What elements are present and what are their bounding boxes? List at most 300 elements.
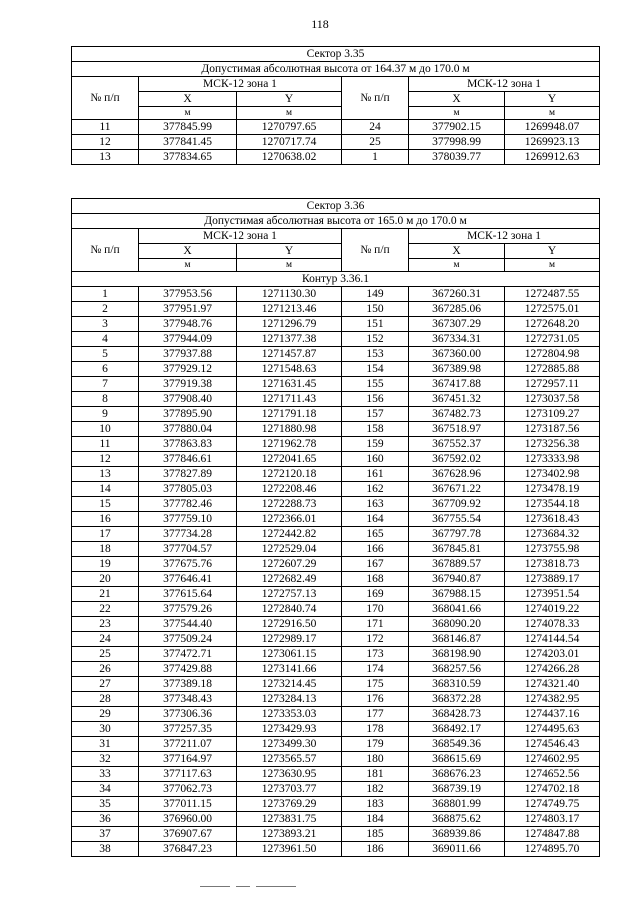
x-value-left: 377734.28 — [139, 527, 237, 542]
table-row — [72, 135, 600, 150]
table-row — [72, 797, 600, 812]
table-row — [72, 572, 600, 587]
point-number-left: 9 — [72, 407, 139, 422]
x-value-right: 368615.69 — [409, 752, 505, 767]
x-value-right: 377902.15 — [409, 120, 505, 135]
x-value-left: 377429.88 — [139, 662, 237, 677]
x-value-right: 368801.99 — [409, 797, 505, 812]
point-number-left: 2 — [72, 302, 139, 317]
y-value-right: 1274019.22 — [505, 602, 600, 617]
sector-3-36-table — [71, 198, 600, 857]
table-row — [72, 497, 600, 512]
y-value-right: 1274602.95 — [505, 752, 600, 767]
y-header-left: Y — [237, 244, 342, 259]
x-value-left: 377880.04 — [139, 422, 237, 437]
y-unit-right: м — [505, 259, 600, 272]
y-unit-left: м — [237, 107, 342, 120]
y-value-right: 1274803.17 — [505, 812, 600, 827]
table-row — [72, 617, 600, 632]
x-value-left: 377011.15 — [139, 797, 237, 812]
point-number-right: 170 — [342, 602, 409, 617]
point-number-right: 183 — [342, 797, 409, 812]
y-value-right: 1269912.63 — [505, 150, 600, 165]
y-value-right: 1273818.73 — [505, 557, 600, 572]
x-value-left: 377306.36 — [139, 707, 237, 722]
x-value-left: 377937.88 — [139, 347, 237, 362]
point-number-left: 6 — [72, 362, 139, 377]
y-value-right: 1273333.98 — [505, 452, 600, 467]
y-value-left: 1272989.17 — [237, 632, 342, 647]
point-number-right: 182 — [342, 782, 409, 797]
x-value-right: 367592.02 — [409, 452, 505, 467]
point-number-left: 20 — [72, 572, 139, 587]
y-value-left: 1272916.50 — [237, 617, 342, 632]
table-row — [72, 542, 600, 557]
x-unit-right: м — [409, 259, 505, 272]
zone-header-left: МСК-12 зона 1 — [139, 229, 342, 244]
x-value-right: 377998.99 — [409, 135, 505, 150]
x-value-left: 377929.12 — [139, 362, 237, 377]
table-row — [72, 120, 600, 135]
point-number-left: 30 — [72, 722, 139, 737]
y-value-left: 1273353.03 — [237, 707, 342, 722]
y-value-right: 1274203.01 — [505, 647, 600, 662]
x-value-left: 377805.03 — [139, 482, 237, 497]
y-value-right: 1274749.75 — [505, 797, 600, 812]
x-value-right: 368146.87 — [409, 632, 505, 647]
x-value-left: 377953.56 — [139, 287, 237, 302]
point-number-left: 26 — [72, 662, 139, 677]
y-value-left: 1272840.74 — [237, 602, 342, 617]
y-value-left: 1271130.30 — [237, 287, 342, 302]
x-value-left: 377908.40 — [139, 392, 237, 407]
x-value-right: 369011.66 — [409, 842, 505, 857]
y-unit-right: м — [505, 107, 600, 120]
y-value-left: 1272041.65 — [237, 452, 342, 467]
x-value-left: 377348.43 — [139, 692, 237, 707]
table-row — [72, 707, 600, 722]
sector-title: Сектор 3.35 — [72, 47, 600, 62]
table-row — [72, 422, 600, 437]
y-value-left: 1272607.29 — [237, 557, 342, 572]
y-value-right: 1272957.11 — [505, 377, 600, 392]
x-value-left: 377895.90 — [139, 407, 237, 422]
x-value-right: 367285.06 — [409, 302, 505, 317]
x-value-right: 368939.86 — [409, 827, 505, 842]
x-unit-left: м — [139, 107, 237, 120]
x-value-right: 367334.31 — [409, 332, 505, 347]
y-value-right: 1273684.32 — [505, 527, 600, 542]
x-value-right: 368549.36 — [409, 737, 505, 752]
point-number-left: 18 — [72, 542, 139, 557]
x-value-right: 367797.78 — [409, 527, 505, 542]
table-row — [72, 827, 600, 842]
x-value-right: 367360.00 — [409, 347, 505, 362]
table-row — [72, 722, 600, 737]
x-value-left: 377919.38 — [139, 377, 237, 392]
table-row — [72, 557, 600, 572]
y-value-right: 1273187.56 — [505, 422, 600, 437]
x-value-left: 377544.40 — [139, 617, 237, 632]
y-value-right: 1272885.88 — [505, 362, 600, 377]
x-value-left: 377615.64 — [139, 587, 237, 602]
point-number-left: 37 — [72, 827, 139, 842]
table-row — [72, 632, 600, 647]
point-number-left: 24 — [72, 632, 139, 647]
point-number-left: 8 — [72, 392, 139, 407]
x-unit-right: м — [409, 107, 505, 120]
x-value-left: 377944.09 — [139, 332, 237, 347]
y-value-left: 1273630.95 — [237, 767, 342, 782]
table-row — [72, 467, 600, 482]
y-value-left: 1270717.74 — [237, 135, 342, 150]
x-value-left: 377951.97 — [139, 302, 237, 317]
y-value-right: 1274702.18 — [505, 782, 600, 797]
table-row — [72, 602, 600, 617]
y-value-left: 1271213.46 — [237, 302, 342, 317]
point-number-left: 3 — [72, 317, 139, 332]
x-header-right: X — [409, 92, 505, 107]
x-value-left: 376907.67 — [139, 827, 237, 842]
x-value-left: 377062.73 — [139, 782, 237, 797]
point-number-left: 4 — [72, 332, 139, 347]
y-value-left: 1273893.21 — [237, 827, 342, 842]
point-number-right: 172 — [342, 632, 409, 647]
point-number-left: 28 — [72, 692, 139, 707]
table-row — [72, 287, 600, 302]
x-value-left: 377509.24 — [139, 632, 237, 647]
y-value-right: 1273037.58 — [505, 392, 600, 407]
y-value-right: 1274382.95 — [505, 692, 600, 707]
point-number-left: 33 — [72, 767, 139, 782]
y-value-left: 1273284.13 — [237, 692, 342, 707]
point-number-right: 177 — [342, 707, 409, 722]
y-value-right: 1274847.88 — [505, 827, 600, 842]
point-number-right: 181 — [342, 767, 409, 782]
point-number-left: 29 — [72, 707, 139, 722]
point-number-right: 161 — [342, 467, 409, 482]
x-value-right: 368372.28 — [409, 692, 505, 707]
y-value-left: 1272120.18 — [237, 467, 342, 482]
y-value-right: 1273402.98 — [505, 467, 600, 482]
table-row — [72, 512, 600, 527]
x-value-left: 377211.07 — [139, 737, 237, 752]
point-number-left: 5 — [72, 347, 139, 362]
point-number-right: 174 — [342, 662, 409, 677]
point-number-right: 162 — [342, 482, 409, 497]
y-value-right: 1272804.98 — [505, 347, 600, 362]
y-value-left: 1273769.29 — [237, 797, 342, 812]
point-number-right: 178 — [342, 722, 409, 737]
y-value-right: 1272731.05 — [505, 332, 600, 347]
table-row — [72, 482, 600, 497]
point-number-right: 171 — [342, 617, 409, 632]
y-header-right: Y — [505, 244, 600, 259]
x-value-left: 377579.26 — [139, 602, 237, 617]
y-header-right: Y — [505, 92, 600, 107]
point-number-left: 22 — [72, 602, 139, 617]
table-row — [72, 842, 600, 857]
contour-label: Контур 3.36.1 — [72, 272, 600, 287]
num-header-left: № п/п — [72, 77, 139, 120]
point-number-right: 176 — [342, 692, 409, 707]
y-value-left: 1273703.77 — [237, 782, 342, 797]
y-value-right: 1273256.38 — [505, 437, 600, 452]
point-number-right: 149 — [342, 287, 409, 302]
y-header-left: Y — [237, 92, 342, 107]
x-header-left: X — [139, 92, 237, 107]
table-row — [72, 737, 600, 752]
point-number-right: 175 — [342, 677, 409, 692]
y-value-right: 1274652.56 — [505, 767, 600, 782]
x-value-right: 368739.19 — [409, 782, 505, 797]
x-value-right: 368090.20 — [409, 617, 505, 632]
y-value-right: 1274078.33 — [505, 617, 600, 632]
point-number-left: 27 — [72, 677, 139, 692]
x-value-right: 367451.32 — [409, 392, 505, 407]
scan-artifact — [200, 886, 480, 888]
table-row — [72, 752, 600, 767]
num-header-right: № п/п — [342, 229, 409, 272]
y-value-left: 1273961.50 — [237, 842, 342, 857]
x-value-right: 368676.23 — [409, 767, 505, 782]
table-row — [72, 332, 600, 347]
point-number-left: 19 — [72, 557, 139, 572]
x-value-right: 368257.56 — [409, 662, 505, 677]
x-value-right: 368310.59 — [409, 677, 505, 692]
x-value-right: 367552.37 — [409, 437, 505, 452]
table-row — [72, 662, 600, 677]
point-number-left: 32 — [72, 752, 139, 767]
point-number-left: 31 — [72, 737, 139, 752]
x-value-right: 367671.22 — [409, 482, 505, 497]
y-value-right: 1274321.40 — [505, 677, 600, 692]
y-value-left: 1273214.45 — [237, 677, 342, 692]
point-number-right: 163 — [342, 497, 409, 512]
y-value-left: 1273141.66 — [237, 662, 342, 677]
y-value-right: 1273109.27 — [505, 407, 600, 422]
num-header-right: № п/п — [342, 77, 409, 120]
point-number-right: 159 — [342, 437, 409, 452]
point-number-right: 158 — [342, 422, 409, 437]
point-number-left: 21 — [72, 587, 139, 602]
y-value-right: 1273951.54 — [505, 587, 600, 602]
x-value-left: 377948.76 — [139, 317, 237, 332]
y-value-left: 1273831.75 — [237, 812, 342, 827]
x-value-left: 377863.83 — [139, 437, 237, 452]
table-row — [72, 647, 600, 662]
x-value-left: 377117.63 — [139, 767, 237, 782]
y-value-right: 1274495.63 — [505, 722, 600, 737]
zone-header-left: МСК-12 зона 1 — [139, 77, 342, 92]
point-number-left: 34 — [72, 782, 139, 797]
y-value-left: 1273061.15 — [237, 647, 342, 662]
y-value-right: 1274546.43 — [505, 737, 600, 752]
point-number-left: 14 — [72, 482, 139, 497]
table-row — [72, 812, 600, 827]
y-value-left: 1273499.30 — [237, 737, 342, 752]
x-value-right: 367417.88 — [409, 377, 505, 392]
y-value-right: 1273544.18 — [505, 497, 600, 512]
point-number-right: 24 — [342, 120, 409, 135]
x-value-right: 367628.96 — [409, 467, 505, 482]
x-header-left: X — [139, 244, 237, 259]
y-value-right: 1274266.28 — [505, 662, 600, 677]
x-value-right: 367518.97 — [409, 422, 505, 437]
point-number-right: 167 — [342, 557, 409, 572]
page-number: 118 — [311, 17, 329, 31]
y-value-right: 1272648.20 — [505, 317, 600, 332]
y-value-left: 1270797.65 — [237, 120, 342, 135]
point-number-left: 10 — [72, 422, 139, 437]
x-value-right: 378039.77 — [409, 150, 505, 165]
table-row — [72, 767, 600, 782]
point-number-left: 35 — [72, 797, 139, 812]
point-number-right: 169 — [342, 587, 409, 602]
x-unit-left: м — [139, 259, 237, 272]
point-number-left: 11 — [72, 120, 139, 135]
point-number-left: 12 — [72, 452, 139, 467]
point-number-right: 165 — [342, 527, 409, 542]
y-value-left: 1272442.82 — [237, 527, 342, 542]
x-value-left: 376960.00 — [139, 812, 237, 827]
y-value-left: 1272757.13 — [237, 587, 342, 602]
point-number-right: 185 — [342, 827, 409, 842]
table-row — [72, 392, 600, 407]
zone-header-right: МСК-12 зона 1 — [409, 77, 600, 92]
y-value-left: 1273429.93 — [237, 722, 342, 737]
y-value-left: 1270638.02 — [237, 150, 342, 165]
y-value-left: 1273565.57 — [237, 752, 342, 767]
sector-title: Сектор 3.36 — [72, 199, 600, 214]
table-row — [72, 407, 600, 422]
table-row — [72, 587, 600, 602]
point-number-left: 12 — [72, 135, 139, 150]
point-number-right: 160 — [342, 452, 409, 467]
table-row — [72, 692, 600, 707]
point-number-right: 155 — [342, 377, 409, 392]
x-value-left: 377846.61 — [139, 452, 237, 467]
x-value-right: 368041.66 — [409, 602, 505, 617]
height-note: Допустимая абсолютная высота от 165.0 м до 170.0 м — [72, 214, 600, 229]
point-number-left: 15 — [72, 497, 139, 512]
table-row — [72, 317, 600, 332]
y-value-left: 1271296.79 — [237, 317, 342, 332]
x-value-right: 368198.90 — [409, 647, 505, 662]
y-value-right: 1273618.43 — [505, 512, 600, 527]
table-row — [72, 150, 600, 165]
point-number-right: 151 — [342, 317, 409, 332]
y-value-right: 1269923.13 — [505, 135, 600, 150]
y-value-left: 1272288.73 — [237, 497, 342, 512]
y-value-left: 1272208.46 — [237, 482, 342, 497]
x-header-right: X — [409, 244, 505, 259]
y-value-left: 1271880.98 — [237, 422, 342, 437]
y-value-right: 1274144.54 — [505, 632, 600, 647]
x-value-right: 367988.15 — [409, 587, 505, 602]
point-number-left: 13 — [72, 467, 139, 482]
point-number-left: 25 — [72, 647, 139, 662]
point-number-right: 157 — [342, 407, 409, 422]
point-number-right: 164 — [342, 512, 409, 527]
table-row — [72, 782, 600, 797]
point-number-right: 156 — [342, 392, 409, 407]
height-note: Допустимая абсолютная высота от 164.37 м до 170.0 м — [72, 62, 600, 77]
y-value-left: 1271631.45 — [237, 377, 342, 392]
point-number-right: 1 — [342, 150, 409, 165]
x-value-right: 367709.92 — [409, 497, 505, 512]
y-value-right: 1272487.55 — [505, 287, 600, 302]
x-value-left: 377164.97 — [139, 752, 237, 767]
point-number-left: 16 — [72, 512, 139, 527]
x-value-right: 367482.73 — [409, 407, 505, 422]
y-value-left: 1272529.04 — [237, 542, 342, 557]
x-value-left: 377257.35 — [139, 722, 237, 737]
x-value-right: 368428.73 — [409, 707, 505, 722]
x-value-left: 377704.57 — [139, 542, 237, 557]
y-value-right: 1274895.70 — [505, 842, 600, 857]
table-row — [72, 527, 600, 542]
zone-header-right: МСК-12 зона 1 — [409, 229, 600, 244]
x-value-left: 376847.23 — [139, 842, 237, 857]
x-value-right: 367260.31 — [409, 287, 505, 302]
point-number-left: 1 — [72, 287, 139, 302]
y-value-right: 1272575.01 — [505, 302, 600, 317]
x-value-right: 367755.54 — [409, 512, 505, 527]
x-value-right: 368875.62 — [409, 812, 505, 827]
y-value-right: 1273889.17 — [505, 572, 600, 587]
point-number-right: 184 — [342, 812, 409, 827]
x-value-right: 367389.98 — [409, 362, 505, 377]
table-row — [72, 437, 600, 452]
point-number-right: 168 — [342, 572, 409, 587]
point-number-left: 17 — [72, 527, 139, 542]
point-number-right: 153 — [342, 347, 409, 362]
y-value-left: 1271457.87 — [237, 347, 342, 362]
x-value-right: 367307.29 — [409, 317, 505, 332]
table-row — [72, 677, 600, 692]
point-number-right: 154 — [342, 362, 409, 377]
x-value-left: 377389.18 — [139, 677, 237, 692]
x-value-right: 367889.57 — [409, 557, 505, 572]
x-value-left: 377646.41 — [139, 572, 237, 587]
table-row — [72, 377, 600, 392]
x-value-left: 377675.76 — [139, 557, 237, 572]
x-value-left: 377759.10 — [139, 512, 237, 527]
x-value-left: 377827.89 — [139, 467, 237, 482]
point-number-right: 166 — [342, 542, 409, 557]
sector-3-35-table — [71, 46, 600, 165]
point-number-left: 36 — [72, 812, 139, 827]
y-value-left: 1271791.18 — [237, 407, 342, 422]
x-value-left: 377472.71 — [139, 647, 237, 662]
table-row — [72, 362, 600, 377]
x-value-left: 377841.45 — [139, 135, 237, 150]
y-value-left: 1271962.78 — [237, 437, 342, 452]
point-number-left: 38 — [72, 842, 139, 857]
point-number-right: 179 — [342, 737, 409, 752]
x-value-left: 377834.65 — [139, 150, 237, 165]
y-value-left: 1272366.01 — [237, 512, 342, 527]
point-number-right: 173 — [342, 647, 409, 662]
point-number-left: 23 — [72, 617, 139, 632]
y-value-right: 1269948.07 — [505, 120, 600, 135]
y-value-left: 1271377.38 — [237, 332, 342, 347]
num-header-left: № п/п — [72, 229, 139, 272]
x-value-left: 377845.99 — [139, 120, 237, 135]
y-unit-left: м — [237, 259, 342, 272]
point-number-left: 7 — [72, 377, 139, 392]
